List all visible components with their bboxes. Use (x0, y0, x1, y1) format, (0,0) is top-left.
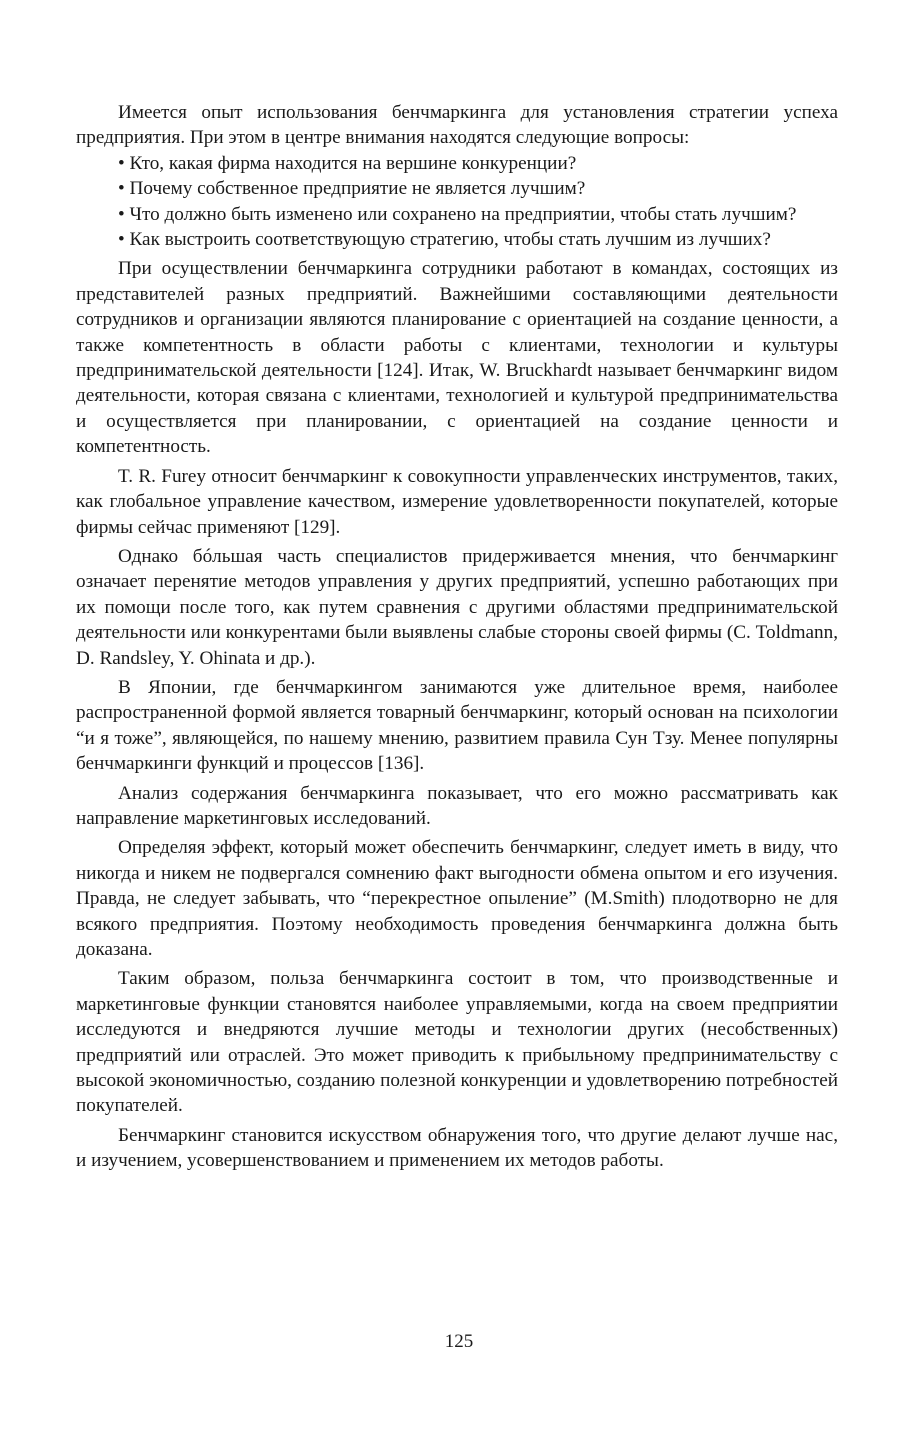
list-item: • Почему собственное предприятие не является лучшим? (118, 178, 586, 200)
paragraph-analysis: Анализ содержания бенчмаркинга показывает, что его можно рассматривать как направление маркетинговых исследований. (76, 782, 838, 829)
list-item: • Что должно быть изменено или сохранено на предприятии, чтобы стать лучшим? (118, 203, 797, 225)
page-number: 125 (444, 1331, 474, 1352)
paragraph-benefit: Таким образом, польза бенчмаркинга состоит в том, что производственные и маркетинговые функции становятся наиболее управляемыми, когда на своем предприятии исследуются и внедряются лучшие методы и технологии других (несобственных) предприятий или отраслей. Это может приводить к прибыльному предпринимательству с высокой экономичностью, созданию полезной конкуренции и удовлетворению потребностей покупателей. (76, 968, 838, 1117)
list-item: • Кто, какая фирма находится на вершине конкуренции? (118, 152, 577, 174)
paragraph-intro: Имеется опыт использования бенчмаркинга для установления стратегии успеха предприятия. При этом в центре внимания находятся следующие вопросы: (76, 102, 838, 149)
paragraph-japan: В Японии, где бенчмаркингом занимаются уже длительное время, наиболее распространенной формой является товарный бенчмаркинг, который основан на психологии “и я тоже”, являющейся, по нашему мнению, развитием правила Сун Тзу. Менее популярны бенчмаркинги функций и процессов [136]. (76, 676, 838, 775)
paragraph-conclusion: Бенчмаркинг становится искусством обнаружения того, что другие делают лучше нас, и изучением, усовершенствованием и применением их методов работы. (76, 1124, 838, 1172)
list-item: • Как выстроить соответствующую стратегию, чтобы стать лучшим из лучших? (118, 229, 771, 251)
page-body (76, 100, 838, 1174)
paragraph-majority: Однако бóльшая часть специалистов придерживается мнения, что бенчмаркинг означает перенятие методов управления у других предприятий, успешно работающих при их помощи после того, как путем сравнения с другими областями предпринимательской деятельности или конкурентами были выявлены слабые стороны своей фирмы (С. Toldmann, D. Randsley, Y. Ohinata и др.). (76, 545, 838, 669)
paragraph-furey: T. R. Furey относит бенчмаркинг к совокупности управленческих инструментов, таких, как глобальное управление качеством, измерение удовлетворенности покупателей, которые фирмы сейчас применяют [129]. (76, 465, 838, 538)
paragraph-effect: Определяя эффект, который может обеспечить бенчмаркинг, следует иметь в виду, что никогда и никем не подвергался сомнению факт выгодности обмена опытом и его изучения. Правда, не следует забывать, что “перекрестное опыление” (M.Smith) плодотворно не для всякого предприятия. Поэтому необходимость проведения бенчмаркинга должна быть доказана. (76, 837, 838, 960)
paragraph-teams: При осуществлении бенчмаркинга сотрудники работают в командах, состоящих из представителей разных предприятий. Важнейшими составляющими деятельности сотрудников и организации являются планирование с ориентацией на создание ценности, а также компетентность в области работы с клиентами, технологии и культуры предпринимательской деятельности [124]. Итак, W. Bruckhardt называет бенчмаркинг видом деятельности, которая связана с клиентами, технологией и культурой предпринимательства и осуществляется при планировании, с ориентацией на создание ценности и компетентность. (76, 258, 838, 458)
